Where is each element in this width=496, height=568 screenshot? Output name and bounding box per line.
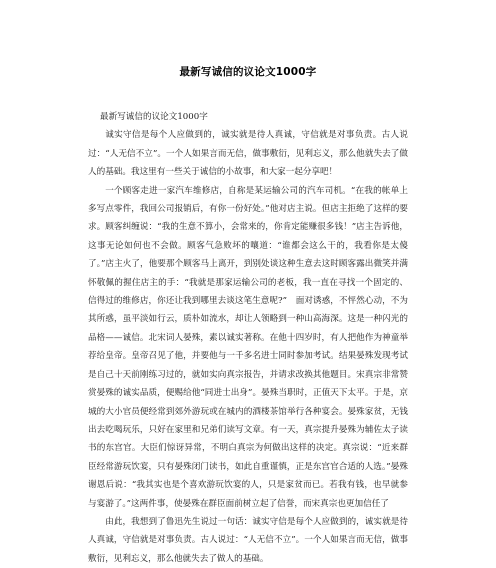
body-paragraph-3: 由此，我想到了鲁迅先生说过一句话：诚实守信是每个人应做到的，诚实就是待人真诚，守信就是对事负责。古人说过：“人无信不立”。一个人如果言而无信，做事敷衍，见利忘义，那么他就失去了做人的基础。 [88, 516, 408, 564]
document-body [88, 108, 408, 568]
body-paragraph-1: 诚实守信是每个人应做到的，诚实就是待人真诚，守信就是对事负责。古人说过：“人无信不立”。一个人如果言而无信，做事敷衍，见利忘义，那么他就失去了做人的基础。我这里有一些关于诚信的小故事，和大家一起分享吧！ [88, 130, 408, 178]
body-paragraph-subtitle: 最新写诚信的议论文1000字 [100, 112, 208, 122]
document-title: 最新写诚信的议论文1000字 [179, 66, 317, 78]
body-paragraph-2: 一个顾客走进一家汽车维修店，自称是某运输公司的汽车司机。“在我的帐单上多写点零件，我回公司报销后，有你一份好处。”他对店主说。但店主拒绝了这样的要求。顾客纠缠说：“我的生意不算小，会常来的，你肯定能赚很多钱！”店主告诉他，这事无论如何也不会做。顾客气急败坏的嚷道：“谁都会这么干的，我看你是太傻了。”店主火了，他要那个顾客马上离开，到别处谈这种生意去这时顾客露出微笑并满怀敬佩的握住店主的手：“我就是那家运输公司的老板，我一直在寻找一个固定的、信得过的维修店，你还让我到哪里去谈这笔生意呢?” 面对诱惑，不怦然心动，不为其所惑，虽平淡如行云，质朴如流水，却让人领略到一种山高海深。这是一种闪光的品格——诚信。北宋词人晏殊，素以诚实著称。在他十四岁时，有人把他作为神童举荐给皇帝。皇帝召见了他，并要他与一千多名进士同时参加考试。结果晏殊发现考试是自己十天前刚练习过的，就如实向真宗报告，并请求改换其他题目。宋真宗非常赞赏晏殊的诚实品质，便赐给他“同进士出身”。晏殊当职时，正值天下太平。于是，京城的大小官员便经常到郊外游玩或在城内的酒楼茶馆举行各种宴会。晏殊家贫，无钱出去吃喝玩乐，只好在家里和兄弟们读写文章。有一天，真宗提升晏殊为辅佐太子读书的东宫官。大臣们惊讶异常，不明白真宗为何做出这样的决定。真宗说：“近来群臣经常游玩饮宴，只有晏殊闭门读书，如此自重谨慎，正是东宫官合适的人选。”晏殊谢恩后说：“我其实也是个喜欢游玩饮宴的人，只是家贫而已。若我有钱，也早就参与宴游了。”这两件事，使晏殊在群臣面前树立起了信誉，而宋真宗也更加信任了 [88, 185, 408, 509]
